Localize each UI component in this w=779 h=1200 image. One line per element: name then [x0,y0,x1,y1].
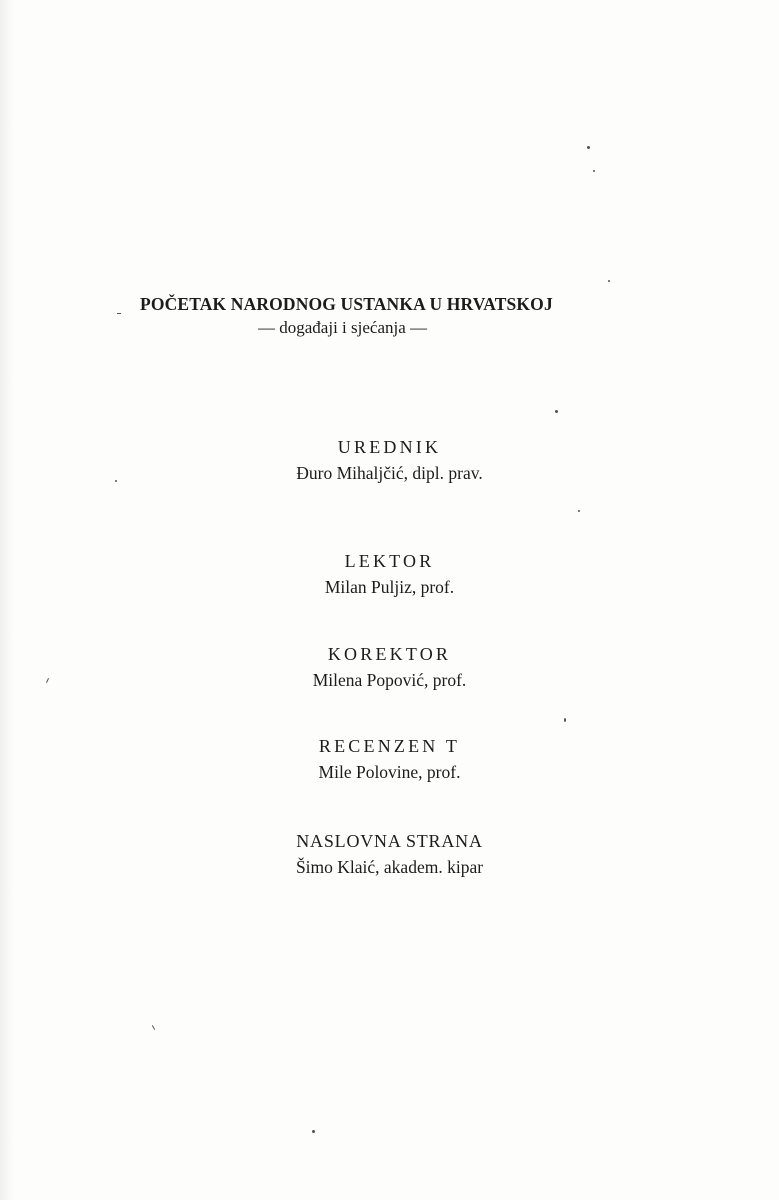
scan-speck [578,510,580,512]
credit-role: KOREKTOR [327,644,452,664]
credit-role: LEKTOR [344,551,435,571]
scan-speck [117,313,121,314]
credit-name: Šimo Klaić, akadem. kipar [295,857,484,877]
scan-speck [593,170,595,172]
page-edge-shadow [0,0,14,1200]
scan-speck [587,146,590,149]
scan-speck [555,410,558,413]
scan-speck [564,718,566,722]
credit-editor [0,436,779,486]
book-subtitle: — događaji i sjećanja — [258,318,428,337]
scan-speck [312,1130,315,1133]
credit-language-editor [0,550,779,600]
credit-name: Đuro Mihaljčić, dipl. prav. [296,463,483,483]
credit-reviewer [0,735,779,785]
scan-speck [152,1025,155,1030]
credit-name: Milan Puljiz, prof. [324,577,455,597]
credit-name: Mile Polovine, prof. [318,762,461,782]
credit-role: UREDNIK [337,437,442,457]
book-title: POČETAK NARODNOG USTANKA U HRVATSKOJ [140,294,553,314]
credit-name: Milena Popović, prof. [312,670,467,690]
credit-role: NASLOVNA STRANA [296,831,483,851]
credit-role: RECENZEN T [318,736,461,756]
credit-proofreader [0,643,779,693]
credit-cover-design [0,830,779,880]
scan-speck [608,280,610,282]
scan-speck [115,480,117,482]
